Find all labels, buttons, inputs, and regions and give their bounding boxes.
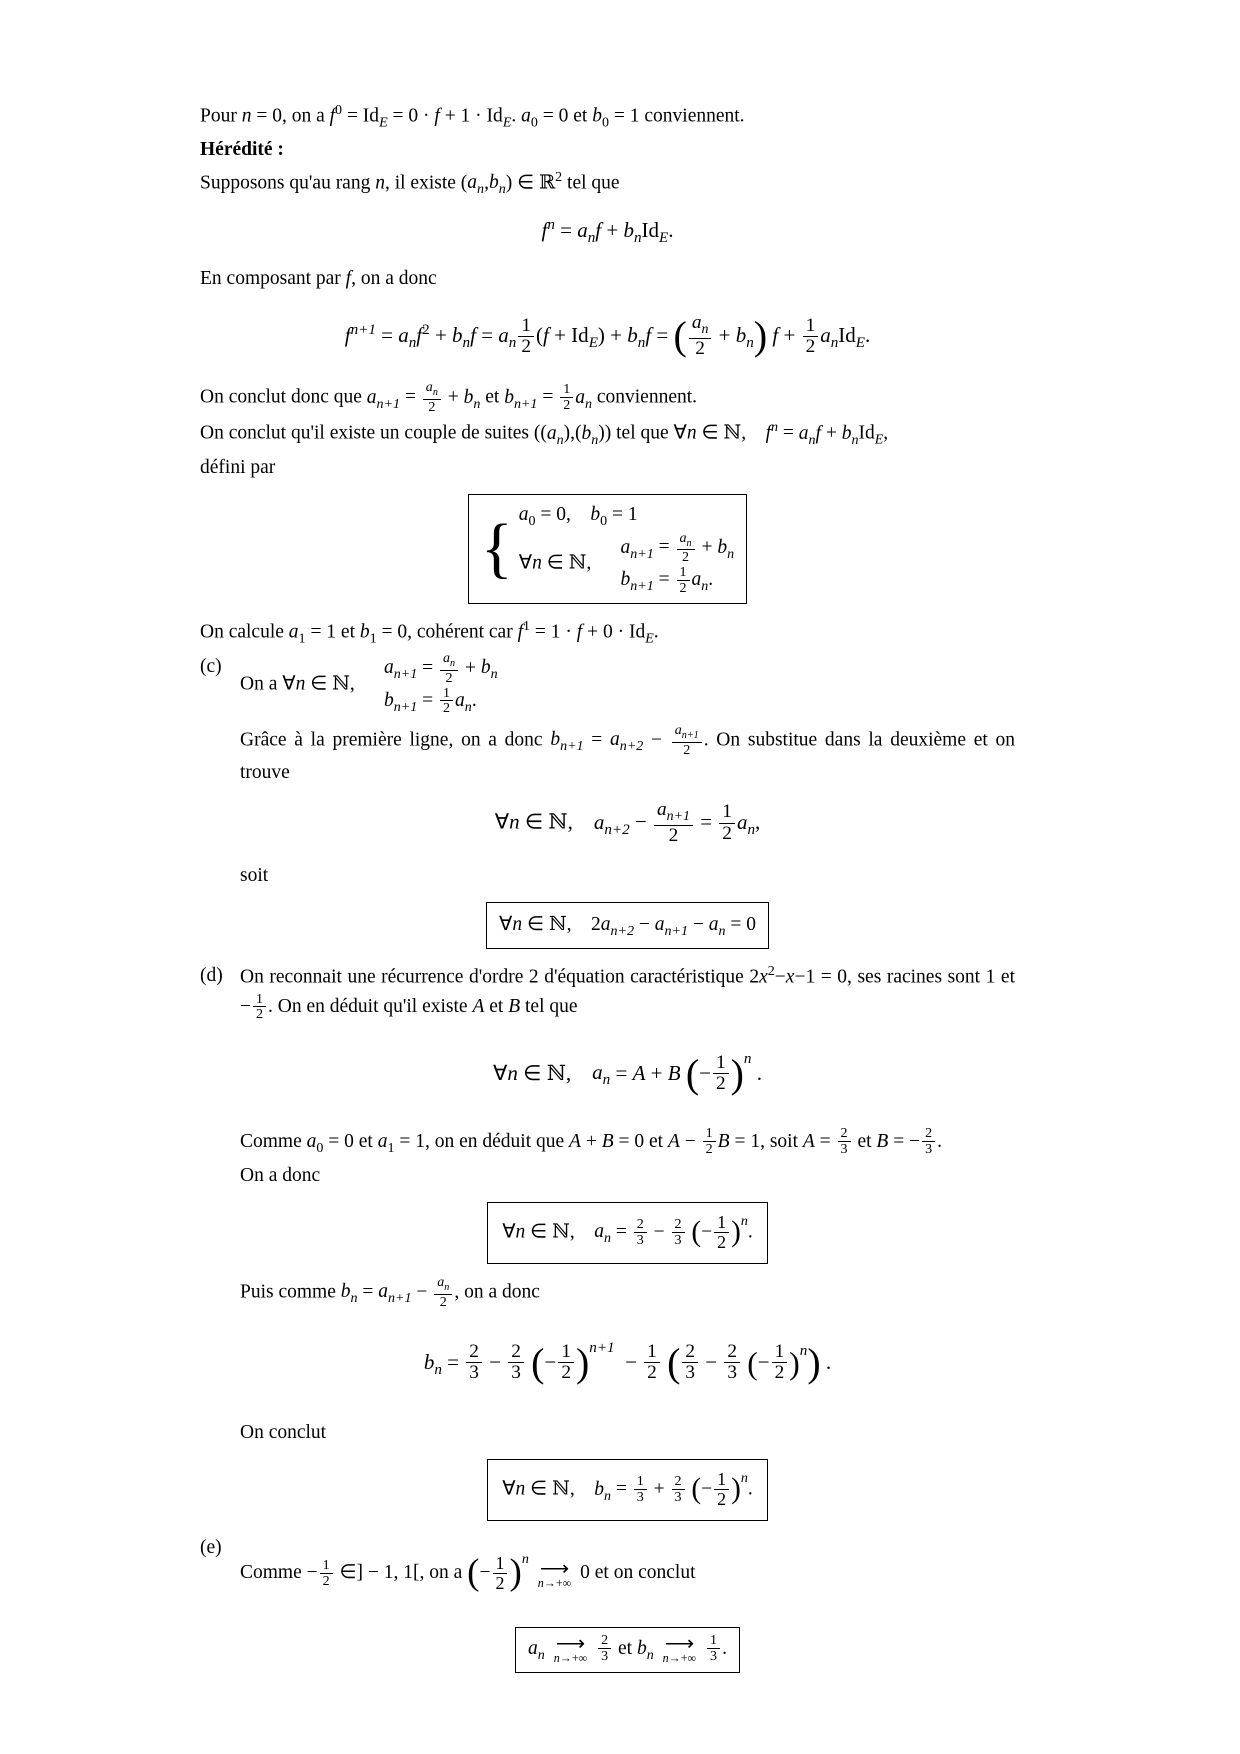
list-item-e-label: (e) [200,1537,222,1559]
boxed-bn-container [240,1459,1015,1521]
list-item-c: (c) On a ∀n ∈ ℕ, $a_{n+1}$ = $\frac{a_n}{2}$ + $b_n$ $b_{n+1}$ = $\frac{1}{2}$ $a_n$. Grâce à la première ligne, on a donc $b_{n+1} = a_{n+2}$ − $\frac{a_{n+1}}{2}$ . On substitue dans la deuxième et on trouve ∀n ∈ ℕ, $a_{n+2}$ − $\frac{a_{n+1}}{2}$ = $\frac{1}{2}$ $a_n$, soit ∀n ∈ ℕ, $2a_{n+2} - a_{n+1} - a_n = 0$ [240,652,1015,961]
list-item-e [200,1533,1015,1684]
paragraph-on-conclut-couple: On conclut qu'il existe un couple de suites $((a_n),(b_n))$ tel que ∀n ∈ ℕ, $f^n = a_nf + b_nId_E$, [200,419,889,448]
list-item-c-label: (c) [200,655,222,677]
equation-substitution: ∀n ∈ ℕ, $a_{n+2}$ − $\frac{a_{n+1}}{2}$ = $\frac{1}{2}$ $a_n$, [494,799,761,846]
limit-arrow-bn: ⟶ n→+∞ [662,1632,697,1666]
boxed-bn: ∀n ∈ ℕ, $b_n$ = $\frac{1}{3}$ + $\frac{2}{3}$ (− $\frac{1}{2}$ )$^n$. [487,1459,768,1521]
paragraph-on-conclut-donc: On conclut donc que $a_{n+1}$ = $\frac{a_n}{2}$ + $b_n$ et $b_{n+1}$ = $\frac{1}{2}$ $a_n$ conviennent. [200,379,698,415]
equation-fn: $f^n = a_nf + b_nId_E$. [541,217,674,247]
paragraph-comme-limite: Comme − $\frac{1}{2}$ ∈] − 1, 1[, on a (− $\frac{1}{2}$ )$^n$ ⟶ n→+∞ 0 et on conclut [240,1550,696,1594]
list-item-d-label: (d) [200,965,223,987]
limit-arrow-an: ⟶ n→+∞ [553,1632,588,1666]
boxed-limits-container [240,1627,1015,1673]
equation-fn-plus-1: $f^{n+1} = a_nf^2 + b_nf = a_n$ $\frac{1}{2}$ $(f + Id_E) + b_nf$ = ( $\frac{a_n}{2}$ + $b_n$) f + $\frac{1}{2}$ $a_nId_E$. [344,312,871,359]
boxed-an: ∀n ∈ ℕ, $a_n$ = $\frac{2}{3}$ − $\frac{2}{3}$ (− $\frac{1}{2}$ )$^n$. [487,1202,768,1264]
paragraph-recurrence-ordre-2: On reconnait une récurrence d'ordre 2 d'équation caractéristique $2x^2-x-1 = 0$, ses racines sont 1 et − $\frac{1}{2}$ . On en déduit qu'il existe A et B tel que [240,963,1015,1023]
boxed-recurrence: ∀n ∈ ℕ, $2a_{n+2} - a_{n+1} - a_n = 0$ [486,902,769,949]
paragraph-puis-comme: Puis comme $b_n = a_{n+1}$ − $\frac{a_n}{2}$ , on a donc [240,1274,540,1310]
paragraph-supposons: Supposons qu'au rang n, il existe $(a_n,b_n)$ ∈ ℝ$^2$ tel que [200,168,620,198]
document-body [200,100,1015,1685]
equation-bn-expansion: $b_n$ = $\frac{2}{3}$ − $\frac{2}{3}$ (− $\frac{1}{2}$ )$^{n+1}$ − $\frac{1}{2}$ ( $\frac{2}{3}$ − $\frac{2}{3}$ (− $\frac{1}{2}$ )$^n$) . [423,1340,832,1386]
paragraph-en-composant: En composant par f, on a donc [200,268,437,290]
list-item-d [200,961,1015,1533]
paragraph-defini-par: défini par [200,456,276,478]
paragraph-pour-n0: Pour n = 0, on a $f^0 = Id_E = 0 \cdot f + 1 \cdot Id_E$. $a_0 = 0$ et $b_0 = 1$ conviennent. [200,102,745,131]
paragraph-grace: Grâce à la première ligne, on a donc $b_{n+1} = a_{n+2}$ − $\frac{a_{n+1}}{2}$ . On substitue dans la deuxième et on trouve [240,722,1016,784]
boxed-system-1-container [200,494,1015,604]
paragraph-comme-a0: Comme $a_0 = 0$ et $a_1 = 1$, on en déduit que A + B = 0 et A − $\frac{1}{2}$ B = 1, soit A = $\frac{2}{3}$ et B = − $\frac{2}{3}$ . [240,1125,942,1157]
equation-an-general: ∀n ∈ ℕ, $a_n = A + B$ (− $\frac{1}{2}$ )$^n$ . [493,1050,762,1096]
heading-heredite: Hérédité : [200,139,284,161]
limit-arrow: ⟶ n→+∞ [537,1557,572,1591]
left-brace: { [480,511,513,585]
paragraph-soit: soit [240,864,269,886]
boxed-system-1: { $a_0 = 0$, $b_0 = 1$ ∀n ∈ ℕ, $a_{n+1}$ = $\frac{a_n}{2}$ + $b_n$ $b_{n+1}$ = $\frac{1}{2}$ $a_n$. [468,494,747,604]
paragraph-on-calcule: On calcule $a_1 = 1$ et $b_1 = 0$, cohérent car $f^1 = 1 \cdot f + 0 \cdot Id_E$. [200,618,659,647]
paragraph-on-a-donc: On a donc [240,1164,321,1186]
paragraph-on-conclut: On conclut [240,1421,327,1443]
boxed-an-container [240,1202,1015,1264]
boxed-limits: $a_n$ ⟶ n→+∞ $\frac{2}{3}$ et $b_n$ ⟶ n→+∞ $\frac{1}{3}$ . [515,1627,740,1673]
boxed-recurrence-container [240,902,1015,949]
